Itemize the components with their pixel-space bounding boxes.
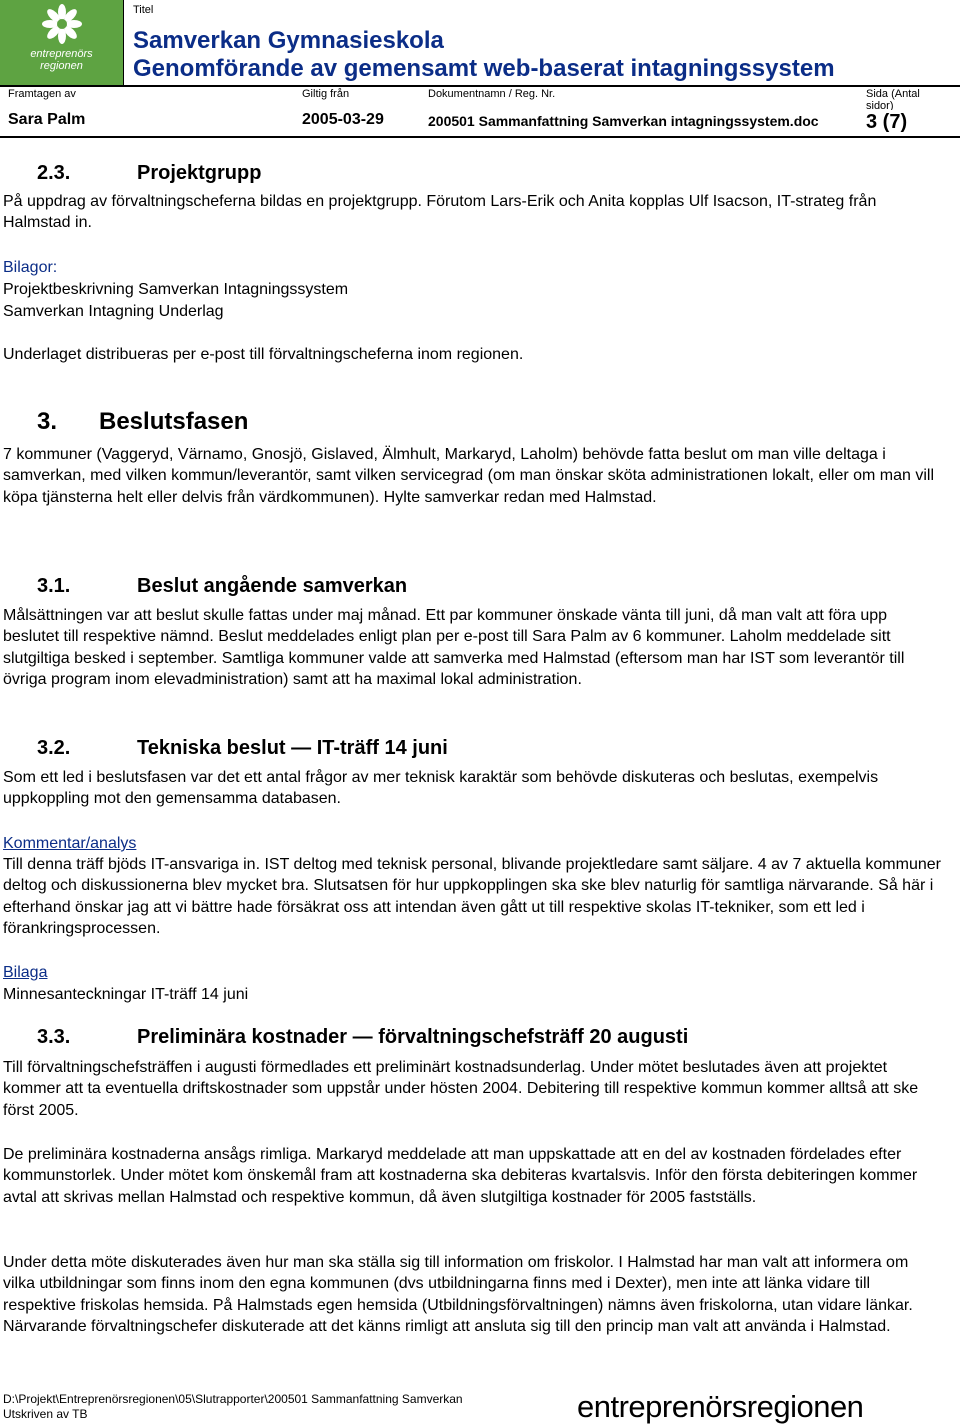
header-rule-bottom [0, 136, 960, 138]
section-3-heading [37, 408, 248, 436]
paragraph: Till förvaltningschefsträffen i augusti förmedlades ett preliminärt kostnadsunderlag. Under mötet beslutades även att projektet kommer att ta eventuella driftskostnader som uppstår under hösten 2004. Debitering till respektive kommun kommer alltså att ske först 2005. [3, 1059, 919, 1119]
bilagor-label: Bilagor: [3, 259, 58, 276]
section-title: Projektgrupp [137, 162, 262, 184]
titel-label: Titel [133, 4, 154, 16]
paragraph: Underlaget distribueras per e-post till förvaltningscheferna inom regionen. [3, 346, 524, 363]
header-rule-top [0, 85, 960, 87]
section-2-3-heading [37, 161, 261, 185]
section-title: Tekniska beslut — IT-träff 14 juni [137, 737, 448, 759]
page-number: 3 (7) [866, 111, 908, 133]
document-title-line2: Genomförande av gemensamt web-baserat intagningssystem [133, 55, 835, 82]
footer-path: D:\Projekt\Entreprenörsregionen\05\Slutrapporter\200501 Sammanfattning Samverkan [3, 1392, 463, 1406]
logo-text-line1: entreprenörs [30, 48, 93, 60]
paragraph: Målsättningen var att beslut skulle fattas under maj månad. Ett par kommuner önskade vänta till juni, då man valt att föra upp beslutet till respektive nämnd. Beslut meddelades enligt plan per e-post till Sara Palm av 6 kommuner. Laholm meddelade sitt slutgiltiga besked i september. Samtliga kommuner valde att samverka med Halmstad (eftersom man har IST som leverantör till övriga program inom elevadministration) samt att ha maximal lokal administration. [3, 607, 905, 689]
giltig-label: Giltig från [302, 88, 350, 100]
bilaga-item: Projektbeskrivning Samverkan Intagningssystem [3, 281, 349, 298]
bilaga-label: Bilaga [3, 964, 48, 981]
footer-brand: entreprenörsregionen [577, 1389, 864, 1424]
flower-logo-icon [42, 4, 82, 44]
entreprenorsregionen-logo [0, 0, 123, 86]
section-3-1-heading [37, 574, 407, 598]
sida-label: Sida (Antal sidor) [866, 88, 920, 110]
section-number: 2.3. [37, 162, 71, 184]
document-title [133, 27, 835, 83]
section-number: 3.3. [37, 1026, 71, 1048]
section-3-2-heading [37, 736, 448, 760]
header-divider-vertical [123, 0, 124, 86]
dokumentnamn-value: 200501 Sammanfattning Samverkan intagningssystem.doc [428, 113, 819, 129]
framtagen-label: Framtagen av [8, 88, 76, 100]
logo-text-line2: regionen [40, 60, 83, 72]
paragraph: 7 kommuner (Vaggeryd, Värnamo, Gnosjö, Gislaved, Älmhult, Markaryd, Laholm) behövde fatta beslut om man ville deltaga i samverkan, med vilken kommun/leverantör, samt vilken servicegrad (om man önskar sköta administrationen lokalt, eller om man vill köpa tjänsterna helt eller delvis från värdkommunen). Hylte samverkar redan med Halmstad. [3, 446, 935, 506]
logo-text [0, 48, 123, 72]
section-3-3-heading [37, 1025, 688, 1049]
section-title: Beslut angående samverkan [137, 575, 408, 597]
footer-info [3, 1392, 463, 1422]
bilaga-item: Minnesanteckningar IT-träff 14 juni [3, 986, 249, 1003]
section-number: 3.1. [37, 575, 71, 597]
paragraph: På uppdrag av förvaltningscheferna bildas en projektgrupp. Förutom Lars-Erik och Anita kopplas Ulf Isacson, IT-strateg från Halmstad in. [3, 193, 877, 232]
dokumentnamn-label: Dokumentnamn / Reg. Nr. [428, 88, 556, 100]
document-title-line1: Samverkan Gymnasieskola [133, 27, 444, 54]
paragraph: Till denna träff bjöds IT-ansvariga in. IST deltog med teknisk personal, blivande projektledare samt säljare. 4 av 7 aktuella kommuner deltog och diskussionerna blev mycket bra. Slutsatsen för hur uppkopplingen ska ske blev naturlig för samtliga närvarande. Så här i efterhand önskar jag att vi bättre hade försäkrat oss att intendan även gått ut till respektive skolas IT-tekniker, som ett led i förankringsprocessen. [3, 856, 941, 938]
framtagen-value: Sara Palm [8, 111, 86, 128]
paragraph: Som ett led i beslutsfasen var det ett antal frågor av mer teknisk karaktär som behövde diskuteras och beslutas, exempelvis uppkoppling mot den gemensamma databasen. [3, 769, 879, 808]
kommentar-label: Kommentar/analys [3, 835, 137, 852]
section-number: 3. [37, 408, 58, 435]
bilaga-item: Samverkan Intagning Underlag [3, 303, 224, 320]
giltig-value: 2005-03-29 [302, 111, 384, 128]
paragraph: Under detta möte diskuterades även hur man ska ställa sig till information om friskolor. I Halmstad har man valt att informera om vilka utbildningar som finns inom den egna kommunen (dvs utbildningarna finns med i Dexter), men inte att länka vidare till respektive friskolas hemsida. På Halmstads egen hemsida (Utbildningsförvaltningen) nämns även friskolorna, utan vidare länkar. Närvarande förvaltningschefer diskuterade att det känns rimligt att ansluta sig till den princip man valt att använda i Halmstad. [3, 1254, 913, 1336]
section-number: 3.2. [37, 737, 71, 759]
section-title: Preliminära kostnader — förvaltningschefsträff 20 augusti [137, 1026, 689, 1048]
paragraph: De preliminära kostnaderna ansågs rimliga. Markaryd meddelade att man uppskattade att en del av kostnaden fördelades efter kommunstorlek. Under mötet kom önskemål fram att kostnaderna ska debiteras kvartalsvis. Inför den första debiteringen kommer avtal att skrivas mellan Halmstad och respektive kommun, då även slutgiltiga kostnader för 2005 fastställs. [3, 1146, 918, 1206]
section-title: Beslutsfasen [99, 408, 249, 435]
footer-written-by: Utskriven av TB [3, 1407, 88, 1421]
